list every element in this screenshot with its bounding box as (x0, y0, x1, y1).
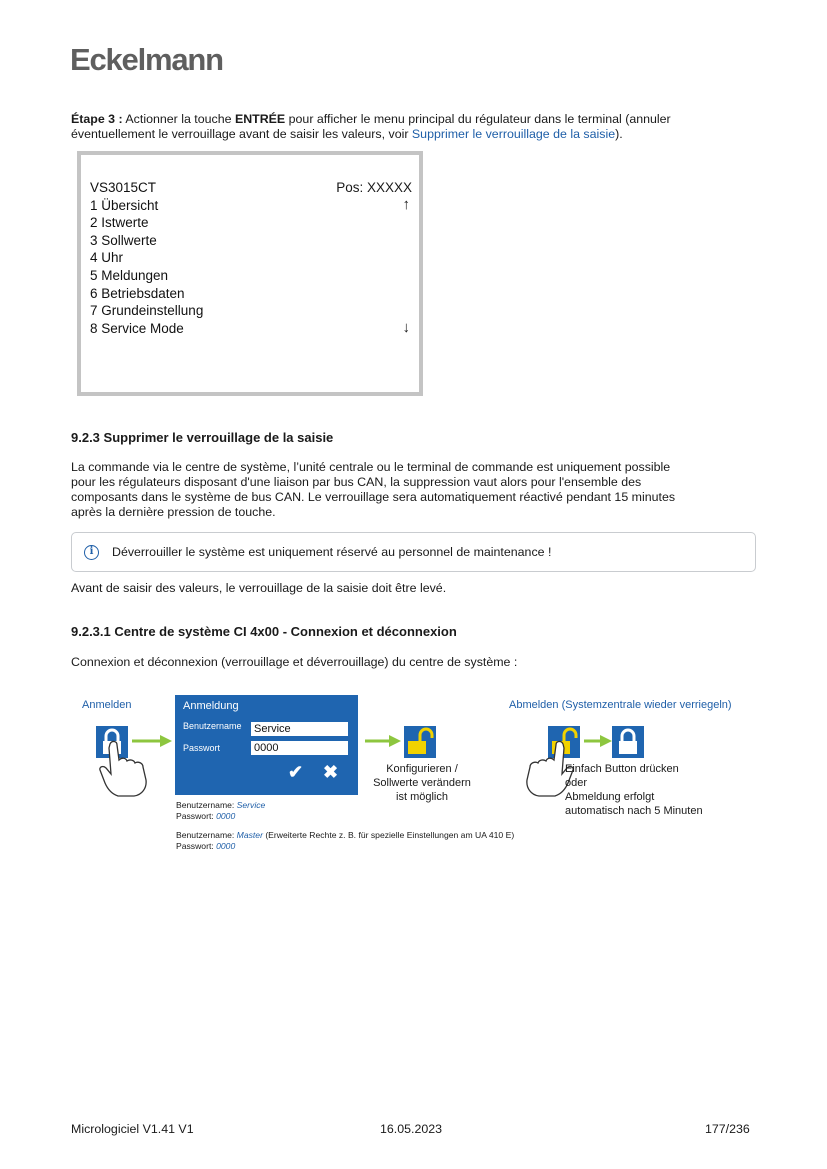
caption-line: Sollwerte verändern (373, 777, 471, 789)
company-logo: Eckelmann (70, 42, 223, 77)
subsection-heading: 9.2.3.1 Centre de système CI 4x00 - Connexion et déconnexion (71, 624, 457, 639)
caption-line: automatisch nach 5 Minuten (565, 805, 703, 817)
info-icon: i (84, 545, 99, 560)
enter-key-label: ENTRÉE (234, 112, 286, 126)
subsection-intro: Connexion et déconnexion (verrouillage et déverrouillage) du centre de système : (71, 655, 518, 669)
terminal-menu-item[interactable]: 4 Uhr (90, 250, 124, 266)
caption-line: Einfach Button drücken (565, 763, 679, 775)
paragraph-line: composants dans le système de bus CAN. Le verrouillage sera automatiquement réactivé pendant 15 minutes (71, 490, 676, 504)
step-label: Étape 3 : (71, 112, 123, 126)
terminal-position: Pos: XXXXX (336, 180, 412, 195)
login-dialog-title: Anmeldung (183, 700, 239, 712)
cred-label: Benutzername: (176, 830, 237, 840)
cred-value: 0000 (216, 811, 236, 821)
caption-line: Konfigurieren / (386, 763, 458, 775)
caption-line: ist möglich (396, 791, 448, 803)
arrow-right-icon (365, 734, 401, 748)
section-heading: 9.2.3 Supprimer le verrouillage de la saisie (71, 430, 334, 445)
terminal-menu-item[interactable]: 7 Grundeinstellung (90, 303, 204, 319)
password-field[interactable]: 0000 (251, 741, 348, 755)
closed-lock-icon (612, 726, 644, 758)
terminal-menu-item[interactable]: 8 Service Mode (90, 320, 184, 336)
scroll-down-arrow-icon: ↓ (402, 319, 410, 336)
footer-firmware: Micrologiciel V1.41 V1 (71, 1122, 194, 1136)
credentials-master (176, 830, 514, 852)
step-text: Actionner la touche (122, 112, 235, 126)
pointing-hand-icon (98, 740, 160, 798)
after-note-text: Avant de saisir des valeurs, le verrouillage de la saisie doit être levé. (71, 581, 447, 595)
step-text: éventuellement le verrouillage avant de saisir les valeurs, voir (71, 127, 412, 141)
terminal-screen (77, 151, 423, 396)
login-label: Anmelden (82, 699, 132, 711)
footer-page-number: 177/236 (705, 1122, 750, 1136)
step-paragraph (71, 112, 761, 142)
terminal-menu-item[interactable]: 1 Übersicht (90, 197, 159, 213)
info-note (71, 532, 756, 572)
terminal-menu-item[interactable]: 6 Betriebsdaten (90, 285, 185, 301)
section-paragraph (71, 460, 761, 520)
cred-value: Service (236, 800, 266, 810)
terminal-menu-item[interactable]: 5 Meldungen (90, 268, 169, 283)
note-text: Déverrouiller le système est uniquement réservé au personnel de maintenance ! (112, 545, 552, 559)
password-label: Passwort (183, 743, 221, 753)
arrow-right-icon (584, 734, 612, 748)
scroll-up-arrow-icon: ↑ (402, 196, 410, 213)
caption-line: oder (565, 777, 588, 789)
paragraph-line: pour les régulateurs disposant d'une liaison par bus CAN, la suppression vaut alors pour l'ensemble des (71, 475, 642, 489)
paragraph-line: La commande via le centre de système, l’unité centrale ou le terminal de commande est uniquement possible (71, 460, 671, 474)
cancel-x-icon[interactable]: ✖ (323, 762, 339, 782)
cred-note: (Erweiterte Rechte z. B. für spezielle Einstellungen am UA 410 E) (262, 830, 515, 840)
configure-caption (367, 762, 477, 804)
step-text: ). (615, 127, 623, 141)
footer-date: 16.05.2023 (380, 1122, 443, 1136)
cred-value: Master (236, 830, 263, 840)
open-lock-icon (404, 726, 436, 758)
unlock-input-link[interactable]: Supprimer le verrouillage de la saisie (411, 127, 616, 141)
login-dialog (175, 695, 358, 795)
confirm-check-icon[interactable]: ✔ (288, 762, 304, 782)
username-label: Benutzername (183, 721, 242, 731)
terminal-menu-item[interactable]: 2 Istwerte (90, 215, 149, 231)
arrow-right-icon (132, 734, 172, 748)
username-field[interactable]: Service (251, 722, 348, 736)
cred-label: Benutzername: (176, 800, 237, 810)
cred-label: Passwort: (176, 811, 217, 821)
logout-caption (565, 762, 745, 818)
step-text: pour afficher le menu principal du régulateur dans le terminal (annuler (285, 112, 671, 126)
terminal-menu-item[interactable]: 3 Sollwerte (90, 232, 157, 248)
caption-line: Abmeldung erfolgt (565, 791, 655, 803)
cred-value: 0000 (216, 841, 236, 851)
terminal-title: VS3015CT (90, 180, 157, 195)
logout-label: Abmelden (Systemzentrale wieder verriegeln) (509, 699, 732, 711)
paragraph-line: après la dernière pression de touche. (71, 505, 276, 519)
cred-label: Passwort: (176, 841, 217, 851)
credentials-service (176, 800, 265, 822)
